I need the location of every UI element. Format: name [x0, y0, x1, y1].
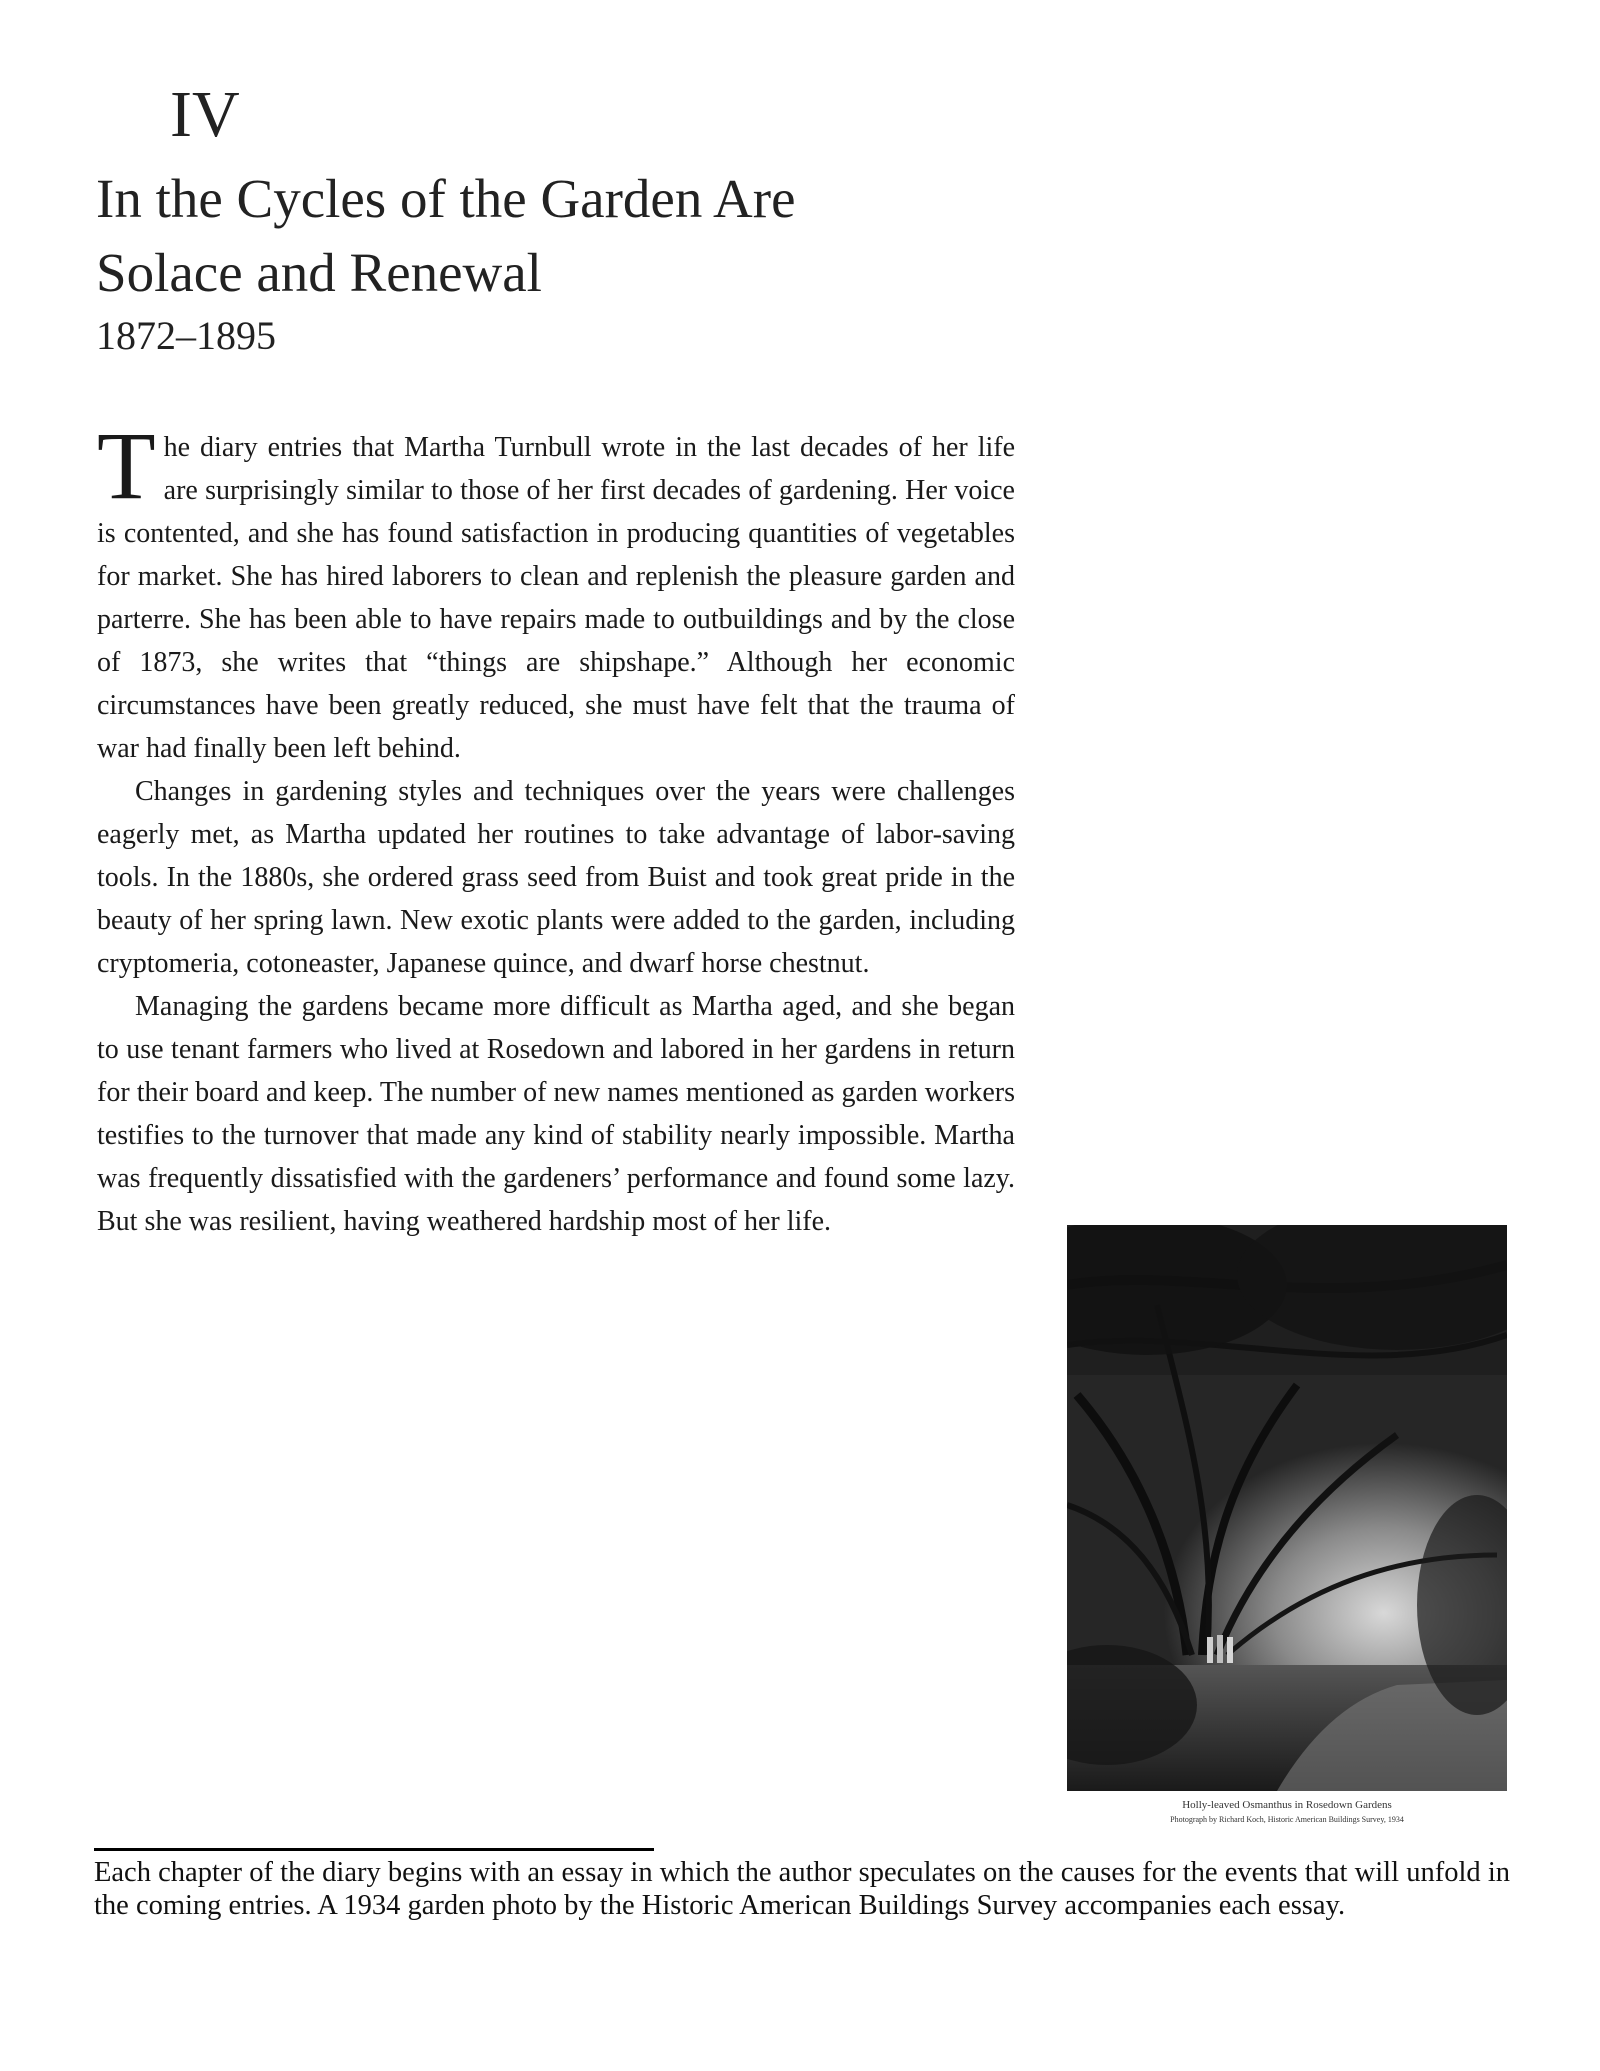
essay-body: [97, 412, 1015, 1243]
essay-paragraph-1: [97, 412, 1015, 770]
essay-paragraph-3: Managing the gardens became more difficult as Martha aged, and she began to use tenant farmers who lived at Rosedown and labored in her gardens in return for their board and keep. The number of new names mentioned as garden workers testifies to the turnover that made any kind of stability nearly impossible. Martha was frequently dissatisfied with the gardeners’ performance and found some lazy. But she was resilient, having weathered hardship most of her life.: [97, 991, 1015, 1237]
caption-credit: Photograph by Richard Koch, Historic American Buildings Survey, 1934: [1170, 1815, 1404, 1824]
garden-photo: [1067, 1225, 1507, 1791]
chapter-title-line-2: Solace and Renewal: [96, 242, 542, 303]
footnote-divider: [94, 1848, 654, 1851]
chapter-title-line-1: In the Cycles of the Garden Are: [96, 168, 796, 229]
photo-caption: [1067, 1797, 1507, 1827]
caption-title: Holly-leaved Osmanthus in Rosedown Gardens: [1182, 1799, 1392, 1811]
chapter-title: [96, 162, 996, 310]
chapter-years: 1872–1895: [96, 313, 276, 358]
chapter-number: IV: [170, 78, 240, 151]
drop-cap: T: [97, 412, 156, 519]
essay-paragraph-2: Changes in gardening styles and techniques over the years were challenges eagerly met, as Martha updated her routines to take advantage of labor-saving tools. In the 1880s, she ordered grass seed from Buist and took great pride in the beauty of her spring lawn. New exotic plants were added to the garden, including cryptomeria, cotoneaster, Japanese quince, and dwarf horse chestnut.: [97, 776, 1015, 979]
essay-paragraph-1-text: he diary entries that Martha Turnbull wrote in the last decades of her life are surprisingly similar to those of her first decades of gardening. Her voice is contented, and she has found satisfaction in producing quantities of vegetables for market. She has hired laborers to clean and replenish the pleasure garden and parterre. She has been able to have repairs made to outbuildings and by the close of 1873, she writes that “things are shipshape.” Although her economic circumstances have been greatly reduced, she must have felt that the trauma of war had finally been left behind.: [97, 432, 1015, 764]
footnote: Each chapter of the diary begins with an essay in which the author speculates on the causes for the events that will unfold in the coming entries. A 1934 garden photo by the Historic American Buildings Survey accompanies each essay.: [94, 1857, 1510, 1921]
